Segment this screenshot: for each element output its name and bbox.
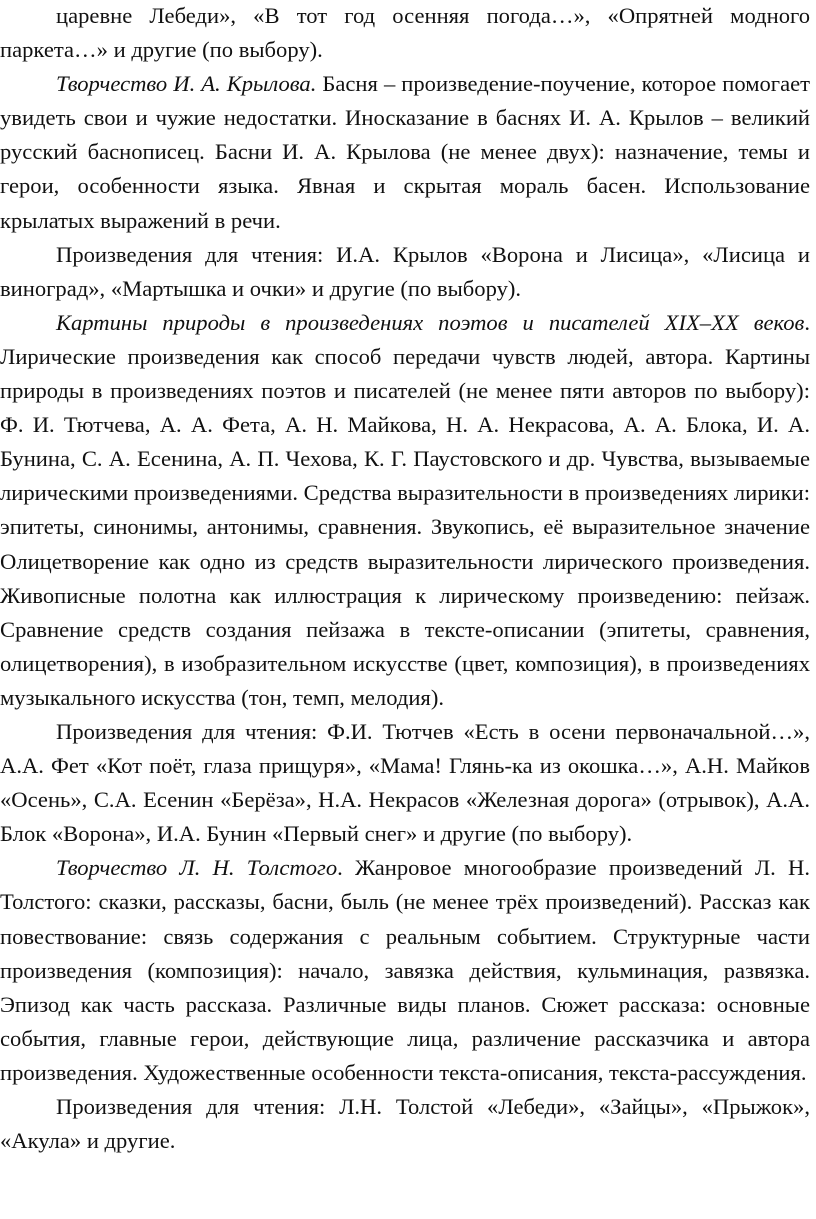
paragraph-text: . Жанровое многообразие произведений Л. Н. Толстого: сказки, рассказы, басни, быль (не менее трёх произведений). Рассказ как повествование: связь содержания с реальным событием. Структурные части произведения (композиция): начало, завязка действия, кульминация, развязка. Эпизод как часть рассказа. Различные виды планов. Сюжет рассказа: основные события, главные герои, действующие лица, различение рассказчика и автора произведения. Художественные особенности текста-описания, текста-рассуждения. (0, 855, 810, 1085)
paragraph-text: Басня – произведение-поучение, которое помогает увидеть свои и чужие недостатки. Иносказание в баснях И. А. Крылов – великий русский баснописец. Басни И. А. Крылова (не менее двух): назначение, темы и герои, особенности языка. Явная и скрытая мораль басен. Использование крылатых выражений в речи. (0, 71, 810, 233)
paragraph-text: . Лирические произведения как способ передачи чувств людей, автора. Картины природы в произведениях поэтов и писателей (не менее пяти авторов по выбору): Ф. И. Тютчева, А. А. Фета, А. Н. Майкова, Н. А. Некрасова, А. А. Блока, И. А. Бунина, С. А. Есенина, А. П. Чехова, К. Г. Паустовского и др. Чувства, вызываемые лирическими произведениями. Средства выразительности в произведениях лирики: эпитеты, синонимы, антонимы, сравнения. Звукопись, её выразительное значение Олицетворение как одно из средств выразительности лирического произведения. Живописные полотна как иллюстрация к лирическому произведению: пейзаж. Сравнение средств создания пейзажа в тексте-описании (эпитеты, сравнения, олицетворения), в изобразительном искусстве (цвет, композиция), в произведениях музыкального искусства (тон, темп, мелодия). (0, 309, 810, 710)
paragraph-text: Произведения для чтения: Л.Н. Толстой «Лебеди», «Зайцы», «Прыжок», «Акула» и другие. (0, 1094, 810, 1154)
paragraph-tolstoy-reading (0, 1090, 810, 1158)
paragraph-text: царевне Лебеди», «В тот год осенняя погода…», «Опрятней модного паркета…» и другие (по выбору). (0, 3, 810, 63)
paragraph-continuation (0, 0, 810, 67)
paragraph-krylov (0, 67, 810, 237)
paragraph-text: Произведения для чтения: И.А. Крылов «Ворона и Лисица», «Лисица и виноград», «Мартышка и очки» и другие (по выбору). (0, 241, 810, 301)
paragraph-nature-reading (0, 715, 810, 851)
section-heading-krylov: Творчество И. А. Крылова. (56, 71, 317, 97)
paragraph-text: Произведения для чтения: Ф.И. Тютчев «Есть в осени первоначальной…», А.А. Фет «Кот поёт, глаза прищуря», «Мама! Глянь-ка из окошка…», А.Н. Майков «Осень», С.А. Есенин «Берёза», Н.А. Некрасов «Железная дорога» (отрывок), А.А. Блок «Ворона», И.А. Бунин «Первый снег» и другие (по выбору). (0, 718, 810, 847)
section-heading-tolstoy: Творчество Л. Н. Толстого (56, 855, 338, 881)
paragraph-krylov-reading (0, 238, 810, 306)
paragraph-nature (0, 306, 810, 715)
paragraph-tolstoy (0, 851, 810, 1090)
section-heading-nature: Картины природы в произведениях поэтов и писателей XIX–XX веков (56, 309, 805, 335)
